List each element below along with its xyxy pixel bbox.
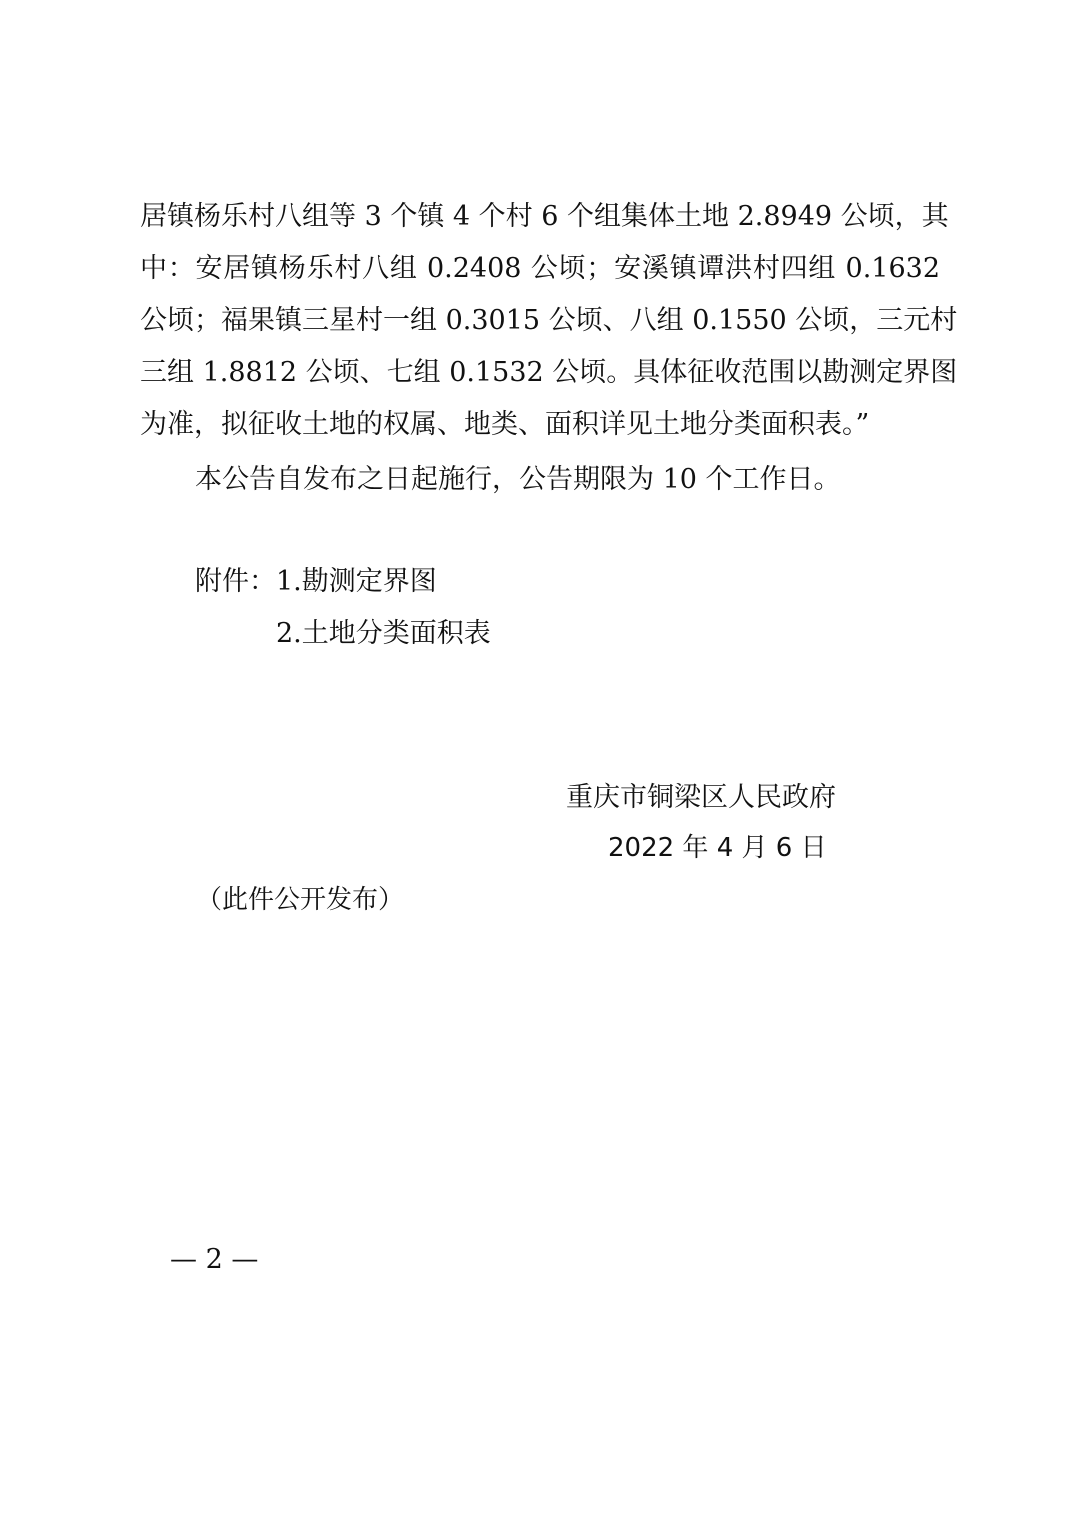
body-line-4: 三组 1.8812 公顷、七组 0.1532 公顷。具体征收范围以勘测定界图 (140, 357, 958, 388)
body-line-3: 公顷；福果镇三星村一组 0.3015 公顷、八组 0.1550 公顷，三元村 (140, 305, 958, 336)
attachment-first-line (195, 562, 437, 602)
attachment-label: 附件： (195, 566, 276, 597)
attachment-item-2: 2.土地分类面积表 (276, 618, 491, 649)
effective-notice: 本公告自发布之日起施行，公告期限为 10 个工作日。 (195, 464, 841, 495)
page-number: — 2 — (170, 1244, 259, 1275)
issuer-name: 重庆市铜梁区人民政府 (566, 782, 836, 813)
body-line-5: 为准，拟征收土地的权属、地类、面积详见土地分类面积表。” (140, 409, 870, 440)
issue-date: 2022 年 4 月 6 日 (608, 833, 827, 863)
attachment-item-1: 1.勘测定界图 (276, 566, 437, 597)
body-line-1: 居镇杨乐村八组等 3 个镇 4 个村 6 个组集体土地 2.8949 公顷，其 (140, 201, 949, 232)
body-line-2: 中：安居镇杨乐村八组 0.2408 公顷；安溪镇谭洪村四组 0.1632 (140, 253, 940, 284)
publication-note: （此件公开发布） (196, 885, 405, 915)
